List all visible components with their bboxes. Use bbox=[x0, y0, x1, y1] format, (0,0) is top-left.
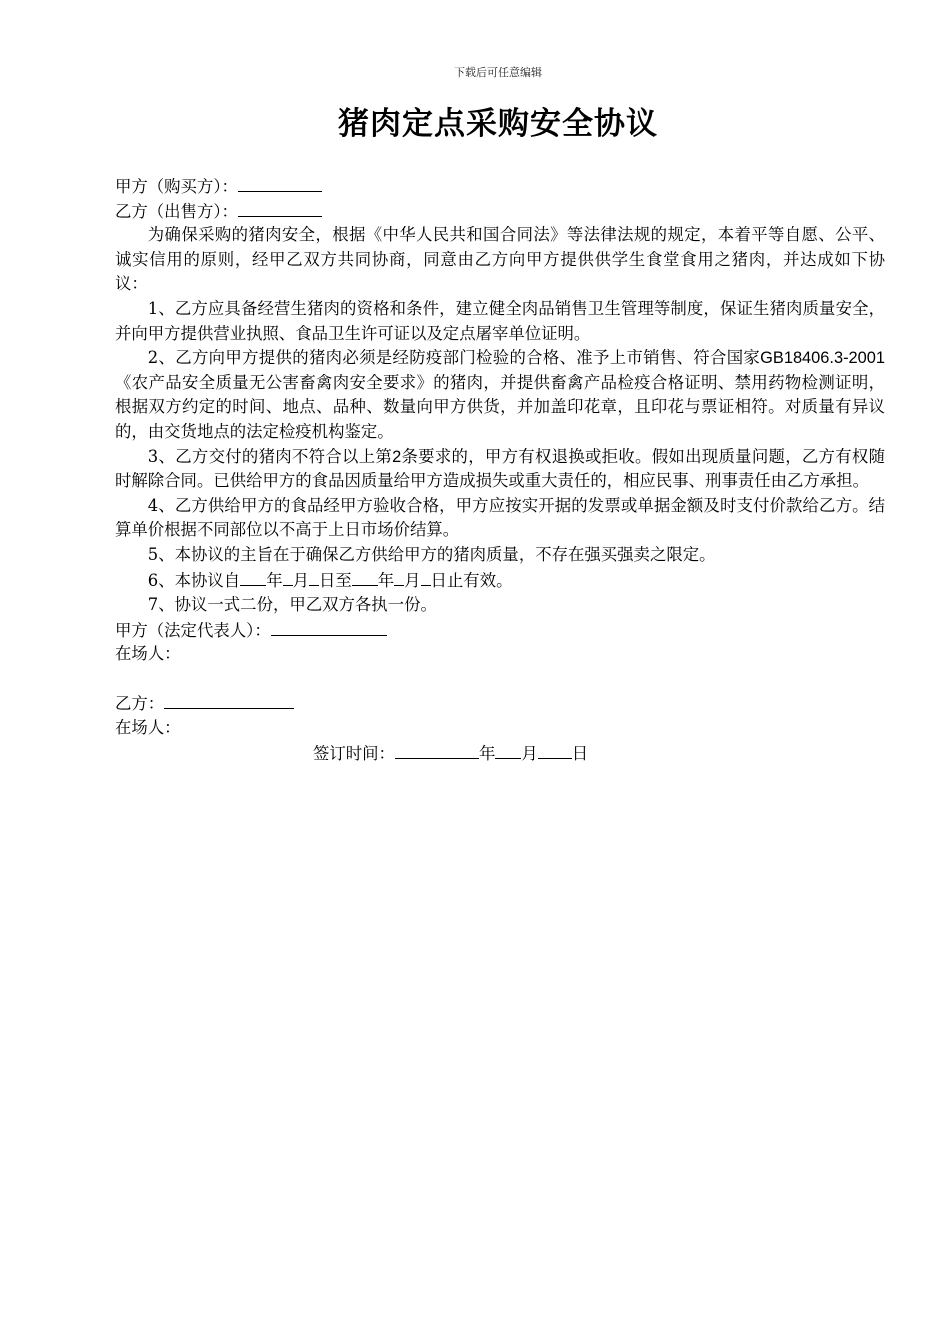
sign-b-blank bbox=[164, 691, 294, 709]
clause-3 bbox=[115, 445, 885, 494]
clause-6-day1: 日至 bbox=[318, 570, 352, 590]
clause-2-standard-code: GB18406.3-2001 bbox=[760, 349, 885, 368]
blank-line bbox=[115, 667, 885, 692]
clause-6-month2: 月 bbox=[404, 570, 421, 590]
sign-time-day-blank bbox=[538, 741, 572, 759]
sign-time-line bbox=[115, 741, 885, 766]
sign-time-day: 日 bbox=[571, 743, 589, 763]
clause-6-day2-blank bbox=[421, 568, 431, 586]
sign-time-month-blank bbox=[495, 741, 521, 759]
clause-1: 1、乙方应具备经营生猪肉的资格和条件，建立健全肉品销售卫生管理等制度，保证生猪肉质量安全，并向甲方提供营业执照、食品卫生许可证以及定点屠宰单位证明。 bbox=[115, 298, 885, 343]
clause-2 bbox=[115, 346, 885, 444]
clause-2-part-a: 2、乙方向甲方提供的猪肉必须是经防疫部门检验的合格、准予上市销售、符合国家 bbox=[147, 348, 761, 368]
witness-a-label: 在场人： bbox=[115, 644, 181, 664]
clause-6 bbox=[115, 568, 885, 594]
clause-6-year2-blank bbox=[352, 568, 378, 586]
party-b-blank bbox=[238, 199, 322, 217]
clause-4: 4、乙方供给甲方的食品经甲方验收合格，甲方应按实开据的发票或单据金额及时支付价款给乙方。结算单价根据不同部位以不高于上日市场价结算。 bbox=[115, 495, 885, 540]
clause-5: 5、本协议的主旨在于确保乙方供给甲方的猪肉质量，不存在强买强卖之限定。 bbox=[147, 544, 716, 564]
clause-6-month2-blank bbox=[394, 568, 404, 586]
clause-3-part-a: 3、乙方交付的猪肉不符合以上第 bbox=[147, 446, 393, 466]
sign-time-year-blank bbox=[395, 741, 479, 759]
clause-6-day1-blank bbox=[309, 568, 319, 586]
witness-b-line bbox=[115, 716, 885, 741]
clause-3-number: 2 bbox=[392, 447, 402, 466]
sign-b-line bbox=[115, 691, 885, 716]
sign-time-year: 年 bbox=[478, 743, 496, 763]
party-a-blank bbox=[238, 174, 322, 192]
clause-6-prefix: 6、本协议自 bbox=[147, 570, 241, 590]
intro-paragraph: 为确保采购的猪肉安全，根据《中华人民共和国合同法》等法律法规的规定，本着平等自愿、公平、诚实信用的原则，经甲乙双方共同协商，同意由乙方向甲方提供供学生食堂食用之猪肉，并达成如下协议： bbox=[115, 225, 885, 294]
party-a-label: 甲方（购买方）： bbox=[115, 177, 238, 196]
clause-6-year1: 年 bbox=[266, 570, 283, 590]
clause-6-month1: 月 bbox=[292, 570, 309, 590]
party-b-line bbox=[115, 199, 885, 224]
sign-a-blank bbox=[271, 618, 387, 636]
header-note: 下载后可任意编辑 bbox=[454, 66, 542, 79]
clause-3-part-b: 条要求的，甲方有权退换或拒收。假如出现质量问题，乙方有权随时解除合同。已供给甲方的食品因质量给甲方造成损失或重大责任的，相应民事、刑事责任由乙方承担。 bbox=[115, 446, 885, 491]
party-a-line bbox=[115, 174, 885, 199]
clause-2-part-b: 《农产品安全质量无公害畜禽肉安全要求》的猪肉，并提供畜禽产品检疫合格证明、禁用药物检测证明，根据双方约定的时间、地点、品种、数量向甲方供货，并加盖印花章，且印花与票证相符。对质量有异议的，由交货地点的法定检疫机构鉴定。 bbox=[115, 372, 885, 441]
witness-b-label: 在场人： bbox=[115, 718, 181, 738]
clause-6-year2: 年 bbox=[377, 570, 395, 590]
clause-6-month1-blank bbox=[283, 568, 293, 586]
sign-time-month: 月 bbox=[521, 743, 538, 763]
sign-b-label: 乙方： bbox=[115, 694, 165, 714]
clause-7: 7、协议一式二份，甲乙双方各执一份。 bbox=[147, 595, 437, 615]
witness-a-line bbox=[115, 642, 885, 667]
sign-a-label: 甲方（法定代表人）： bbox=[115, 620, 271, 640]
sign-time-label: 签订时间： bbox=[313, 743, 395, 763]
clause-6-end: 日止有效。 bbox=[430, 570, 513, 590]
document-title: 猪肉定点采购安全协议 bbox=[338, 106, 658, 142]
clause-6-year1-blank bbox=[240, 568, 266, 586]
party-b-label: 乙方（出售方）： bbox=[115, 201, 238, 221]
sign-a-line bbox=[115, 618, 885, 643]
document-body bbox=[115, 174, 885, 765]
